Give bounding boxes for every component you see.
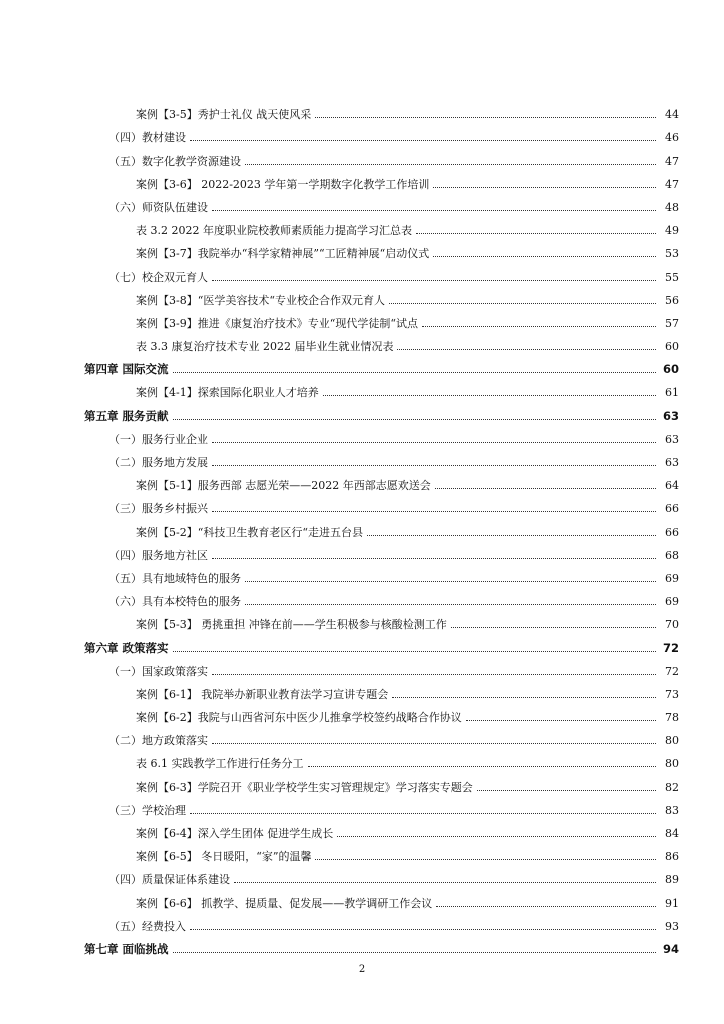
toc-entry-label: 案例【6-3】学院召开《职业学校学生实习管理规定》学习落实专题会 xyxy=(136,780,473,794)
toc-entry-page-number: 68 xyxy=(665,548,679,562)
dot-leader xyxy=(422,326,656,327)
dot-leader xyxy=(392,697,656,698)
toc-chapter-entry[interactable] xyxy=(0,353,724,376)
toc-section-entry[interactable] xyxy=(0,539,724,562)
dot-leader xyxy=(212,558,656,559)
toc-entry-page-number: 49 xyxy=(665,224,679,238)
dot-leader xyxy=(173,952,656,953)
dot-leader xyxy=(416,233,656,234)
toc-entry-label: 第五章 服务贡献 xyxy=(84,408,169,423)
toc-chapter-entry[interactable] xyxy=(0,399,724,422)
toc-entry-label: 案例【6-1】 我院举办新职业教育法学习宣讲专题会 xyxy=(136,687,389,701)
toc-section-entry[interactable] xyxy=(0,724,724,747)
toc-entry-label: 案例【5-1】服务西部 志愿光荣——2022 年西部志愿欢送会 xyxy=(136,479,431,493)
toc-entry-page-number: 69 xyxy=(665,595,679,609)
dot-leader xyxy=(477,790,656,791)
toc-entry-page-number: 61 xyxy=(665,386,679,400)
toc-entry-page-number: 84 xyxy=(665,827,679,840)
toc-subentry[interactable] xyxy=(0,307,724,330)
toc-entry-page-number: 93 xyxy=(665,919,679,933)
toc-entry-page-number: 72 xyxy=(665,664,679,678)
toc-entry-page-number: 82 xyxy=(665,780,679,794)
dot-leader xyxy=(435,488,656,489)
dot-leader xyxy=(212,674,656,675)
page-number: 2 xyxy=(358,964,366,975)
toc-entry-page-number: 66 xyxy=(665,502,679,516)
toc-subentry[interactable] xyxy=(0,747,724,770)
toc-chapter-entry[interactable] xyxy=(0,631,724,654)
toc-entry-page-number: 63 xyxy=(665,456,679,469)
toc-entry-page-number: 46 xyxy=(665,131,679,145)
toc-entry-label: 案例【5-3】 勇挑重担 冲锋在前——学生积极参与核酸检测工作 xyxy=(136,618,447,632)
dot-leader xyxy=(173,372,656,373)
table-of-contents xyxy=(0,98,724,956)
toc-entry-page-number: 72 xyxy=(662,640,679,655)
toc-entry-page-number: 66 xyxy=(665,525,679,539)
toc-entry-label: （二）服务地方发展 xyxy=(109,456,208,469)
dot-leader xyxy=(190,813,656,814)
toc-entry-label: 案例【3-8】“医学美容技术“专业校企合作双元育人 xyxy=(136,293,385,307)
toc-entry-label: 案例【6-2】我院与山西省河东中医少儿推拿学校签约战略合作协议 xyxy=(136,711,462,725)
toc-entry-page-number: 89 xyxy=(665,873,679,887)
toc-entry-page-number: 83 xyxy=(665,803,679,817)
dot-leader xyxy=(190,929,656,930)
toc-subentry[interactable] xyxy=(0,840,724,863)
toc-section-entry[interactable] xyxy=(0,585,724,608)
toc-section-entry[interactable] xyxy=(0,863,724,886)
toc-entry-page-number: 44 xyxy=(665,108,679,122)
dot-leader xyxy=(212,280,656,281)
toc-entry-page-number: 57 xyxy=(665,316,679,330)
toc-section-entry[interactable] xyxy=(0,144,724,167)
toc-entry-label: （七）校企双元育人 xyxy=(109,270,208,284)
toc-subentry[interactable] xyxy=(0,678,724,701)
toc-subentry[interactable] xyxy=(0,469,724,492)
toc-entry-label: （一）国家政策落实 xyxy=(109,664,208,678)
toc-entry-label: 案例【6-4】深入学生团体 促进学生成长 xyxy=(136,827,334,840)
toc-entry-page-number: 56 xyxy=(665,293,679,307)
toc-entry-label: 案例【3-9】推进《康复治疗技术》专业“现代学徒制“试点 xyxy=(136,316,418,330)
toc-entry-label: （四）服务地方社区 xyxy=(109,548,208,562)
dot-leader xyxy=(436,906,656,907)
toc-subentry[interactable] xyxy=(0,330,724,353)
toc-section-entry[interactable] xyxy=(0,446,724,469)
toc-subentry[interactable] xyxy=(0,237,724,260)
toc-subentry[interactable] xyxy=(0,886,724,909)
dot-leader xyxy=(245,581,656,582)
toc-section-entry[interactable] xyxy=(0,423,724,446)
dot-leader xyxy=(212,465,656,466)
dot-leader xyxy=(308,766,657,767)
toc-entry-page-number: 60 xyxy=(662,362,679,377)
toc-entry-label: （五）数字化教学资源建设 xyxy=(109,154,241,168)
toc-entry-label: （六）具有本校特色的服务 xyxy=(109,595,241,609)
toc-entry-page-number: 60 xyxy=(665,340,679,354)
toc-entry-label: （五）具有地域特色的服务 xyxy=(109,571,241,585)
toc-section-entry[interactable] xyxy=(0,492,724,515)
toc-entry-page-number: 63 xyxy=(665,432,679,446)
toc-entry-label: 表 6.1 实践教学工作进行任务分工 xyxy=(136,757,304,771)
toc-entry-label: （四）质量保证体系建设 xyxy=(109,873,230,887)
dot-leader xyxy=(397,349,656,350)
toc-section-entry[interactable] xyxy=(0,655,724,678)
toc-entry-page-number: 48 xyxy=(665,200,679,214)
toc-entry-label: 表 3.2 2022 年度职业院校教师素质能力提高学习汇总表 xyxy=(136,224,412,238)
toc-section-entry[interactable] xyxy=(0,260,724,283)
toc-entry-label: 表 3.3 康复治疗技术专业 2022 届毕业生就业情况表 xyxy=(136,340,394,354)
dot-leader xyxy=(245,604,656,605)
toc-entry-label: （一）服务行业企业 xyxy=(109,432,208,446)
toc-entry-label: （三）学校治理 xyxy=(109,803,186,817)
toc-entry-page-number: 86 xyxy=(665,850,679,864)
toc-entry-page-number: 70 xyxy=(665,618,679,632)
toc-entry-label: 案例【4-1】探索国际化职业人才培养 xyxy=(136,386,319,400)
toc-entry-label: 案例【5-2】“科技卫生教育老区行“走进五台县 xyxy=(136,525,363,539)
toc-entry-page-number: 69 xyxy=(665,571,679,585)
toc-subentry[interactable] xyxy=(0,98,724,121)
toc-section-entry[interactable] xyxy=(0,562,724,585)
toc-entry-label: （二）地方政策落实 xyxy=(109,734,208,748)
toc-entry-label: 案例【3-5】秀护士礼仪 战天使风采 xyxy=(136,108,312,122)
dot-leader xyxy=(315,117,656,118)
toc-entry-label: 第七章 面临挑战 xyxy=(84,941,169,956)
dot-leader xyxy=(389,303,656,304)
toc-entry-page-number: 47 xyxy=(665,154,679,168)
dot-leader xyxy=(212,210,656,211)
dot-leader xyxy=(451,627,656,628)
toc-section-entry[interactable] xyxy=(0,121,724,144)
toc-entry-page-number: 91 xyxy=(665,896,679,910)
dot-leader xyxy=(212,743,656,744)
toc-entry-label: 第六章 政策落实 xyxy=(84,640,169,655)
toc-entry-page-number: 78 xyxy=(665,711,679,725)
toc-entry-label: 案例【3-7】我院举办“科学家精神展”“工匠精神展“启动仪式 xyxy=(136,247,430,261)
toc-entry-page-number: 55 xyxy=(665,270,679,284)
dot-leader xyxy=(245,164,656,165)
dot-leader xyxy=(212,442,656,443)
toc-entry-label: 第四章 国际交流 xyxy=(84,362,169,377)
dot-leader xyxy=(323,395,656,396)
toc-entry-page-number: 47 xyxy=(665,177,679,191)
toc-entry-page-number: 53 xyxy=(665,247,679,261)
toc-subentry[interactable] xyxy=(0,376,724,399)
dot-leader xyxy=(337,836,656,837)
toc-section-entry[interactable] xyxy=(0,910,724,933)
toc-entry-label: 案例【6-5】 冬日暖阳，“家”的温馨 xyxy=(136,850,312,864)
toc-subentry[interactable] xyxy=(0,817,724,840)
dot-leader xyxy=(433,256,656,257)
toc-entry-label: （四）教材建设 xyxy=(109,131,186,145)
dot-leader xyxy=(173,651,656,652)
toc-entry-page-number: 94 xyxy=(662,941,679,956)
toc-entry-page-number: 64 xyxy=(665,479,679,493)
toc-subentry[interactable] xyxy=(0,214,724,237)
toc-subentry[interactable] xyxy=(0,770,724,793)
toc-entry-page-number: 80 xyxy=(665,734,679,748)
toc-entry-page-number: 80 xyxy=(665,757,679,771)
toc-entry-label: （三）服务乡村振兴 xyxy=(109,502,208,516)
dot-leader xyxy=(466,720,656,721)
dot-leader xyxy=(212,511,656,512)
toc-subentry[interactable] xyxy=(0,515,724,538)
toc-entry-label: （五）经费投入 xyxy=(109,919,186,933)
toc-subentry[interactable] xyxy=(0,608,724,631)
toc-entry-page-number: 73 xyxy=(665,687,679,701)
toc-entry-page-number: 63 xyxy=(662,408,679,423)
toc-subentry[interactable] xyxy=(0,168,724,191)
dot-leader xyxy=(433,187,656,188)
toc-section-entry[interactable] xyxy=(0,191,724,214)
dot-leader xyxy=(234,882,656,883)
toc-entry-label: （六）师资队伍建设 xyxy=(109,200,208,214)
toc-chapter-entry[interactable] xyxy=(0,933,724,956)
toc-subentry[interactable] xyxy=(0,284,724,307)
dot-leader xyxy=(190,140,656,141)
toc-section-entry[interactable] xyxy=(0,794,724,817)
dot-leader xyxy=(367,535,656,536)
dot-leader xyxy=(315,859,656,860)
toc-entry-label: 案例【3-6】 2022-2023 学年第一学期数字化教学工作培训 xyxy=(136,177,430,191)
toc-subentry[interactable] xyxy=(0,701,724,724)
dot-leader xyxy=(173,419,656,420)
toc-entry-label: 案例【6-6】 抓教学、提质量、促发展——教学调研工作会议 xyxy=(136,896,433,910)
